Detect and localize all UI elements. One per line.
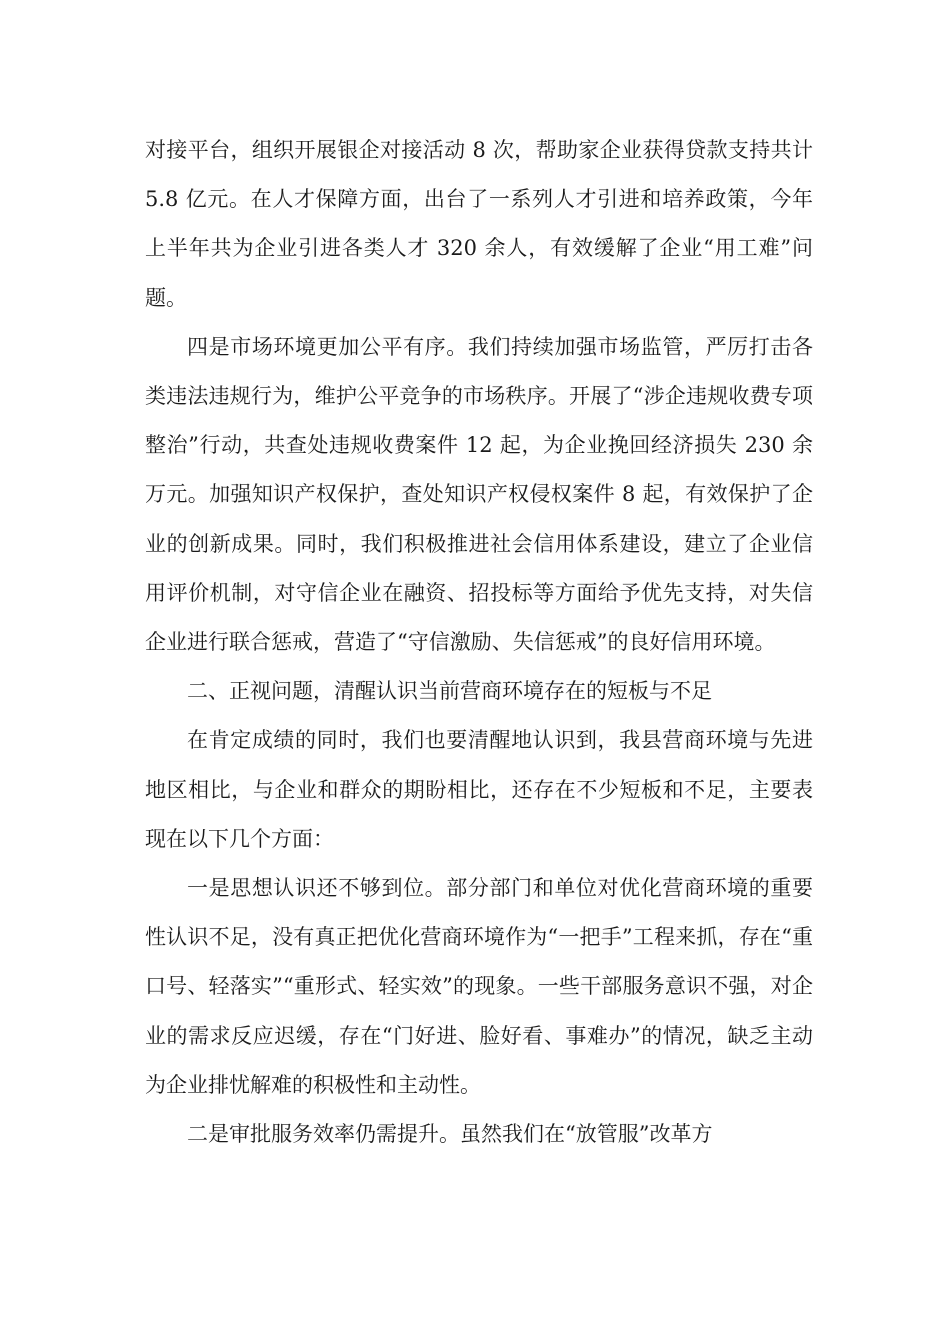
document-body: [145, 126, 813, 1159]
paragraph-thinking-awareness: 一是思想认识还不够到位。部分部门和单位对优化营商环境的重要性认识不足，没有真正把优化营商环境作为“一把手”工程来抓，存在“重口号、轻落实”“重形式、轻实效”的现象。一些干部服务意识不强，对企业的需求反应迟缓，存在“门好进、脸好看、事难办”的情况，缺乏主动为企业排忧解难的积极性和主动性。: [145, 876, 813, 1097]
section-heading-2: 二、正视问题，清醒认识当前营商环境存在的短板与不足: [187, 679, 712, 704]
paragraph-approval-efficiency: 二是审批服务效率仍需提升。虽然我们在“放管服”改革方: [187, 1122, 713, 1147]
paragraph-market-environment: 四是市场环境更加公平有序。我们持续加强市场监管，严厉打击各类违法违规行为，维护公平竞争的市场秩序。开展了“涉企违规收费专项整治”行动，共查处违规收费案件 12 起，为企业挽回经济损失 230 余万元。加强知识产权保护，查处知识产权侵权案件 8 起，有效保护了企业的创新成果。同时，我们积极推进社会信用体系建设，建立了企业信用评价机制，对守信企业在融资、招投标等方面给予优先支持，对失信企业进行联合惩戒，营造了“守信激励、失信惩戒”的良好信用环境。: [145, 334, 813, 655]
paragraph-continued: 对接平台，组织开展银企对接活动 8 次，帮助家企业获得贷款支持共计 5.8 亿元。在人才保障方面，出台了一系列人才引进和培养政策，今年上半年共为企业引进各类人才 320 余人，有效缓解了企业“用工难”问题。: [145, 138, 813, 310]
paragraph-section-2-intro: 在肯定成绩的同时，我们也要清醒地认识到，我县营商环境与先进地区相比，与企业和群众的期盼相比，还存在不少短板和不足，主要表现在以下几个方面：: [145, 728, 813, 851]
